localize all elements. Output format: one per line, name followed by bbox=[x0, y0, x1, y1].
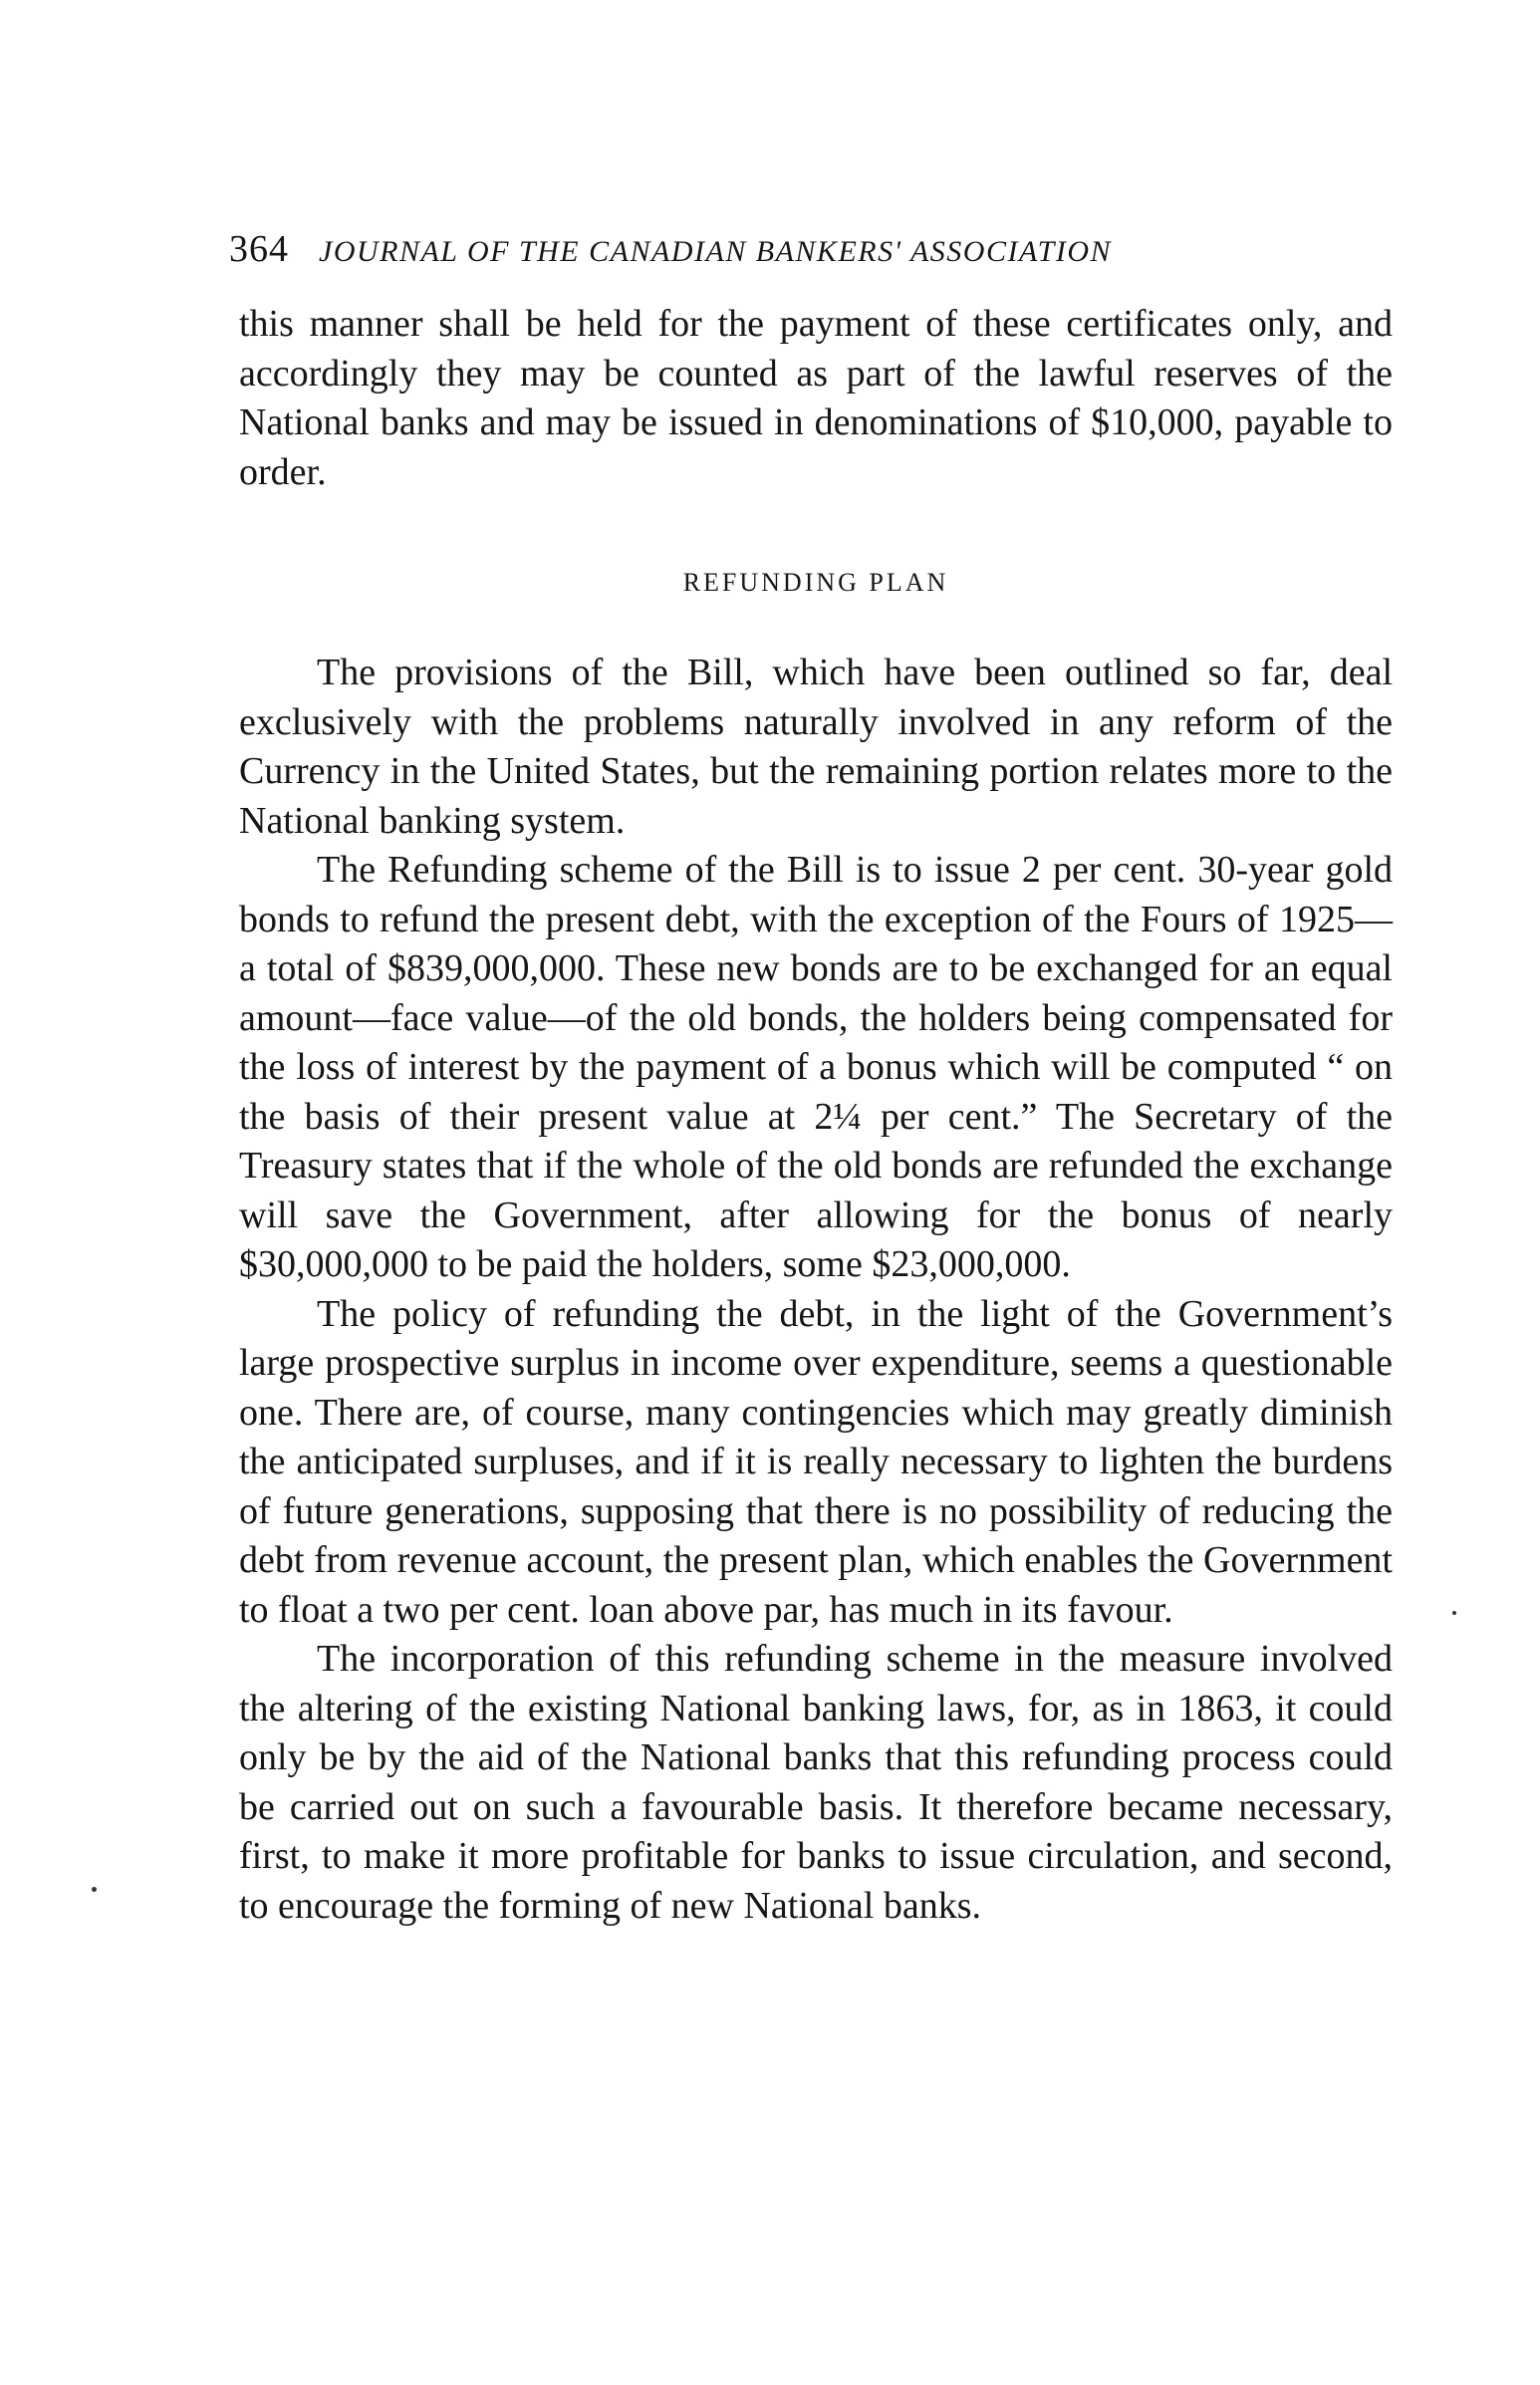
section-heading: REFUNDING PLAN bbox=[682, 568, 949, 597]
continued-paragraph: this manner shall be held for the payment of these certificates only, and accordingly they may be counted as part of the lawful reserves of the National banks and may be issued in denominations of $10,000, payable to order. bbox=[239, 303, 1393, 493]
continued-paragraph-block bbox=[239, 300, 1393, 497]
paragraph-refunding-scheme: The Refunding scheme of the Bill is to issue 2 per cent. 30-year gold bonds to refund the present debt, with the exception of the Fours of 1925—a total of $839,000,000. These new bonds are to be exchanged for an equal amount—face value—of the old bonds, the holders being compensated for the loss of interest by the payment of a bonus which will be computed “ on the basis of their present value at 2¼ per cent.” The Secretary of the Treasury states that if the whole of the old bonds are refunded the exchange will save the Government, after allowing for the bonus of nearly $30,000,000 to be paid the holders, some $23,000,000. bbox=[239, 849, 1393, 1285]
paragraph-provisions: The provisions of the Bill, which have been outlined so far, deal exclusively with the problems naturally involved in any reform of the Currency in the United States, but the remaining portion relates more to the National banking system. bbox=[239, 652, 1393, 842]
running-header bbox=[229, 227, 1325, 287]
paragraph-refunding-policy: The policy of refunding the debt, in the light of the Government’s large prospective surplus in income over expenditure, seems a questionable one. There are, of course, many contingencies which may greatly diminish the anticipated surpluses, and if it is really necessary to lighten the burdens of future generations, supposing that there is no possibility of reducing the debt from revenue account, the present plan, which enables the Government to float a two per cent. loan above par, has much in its favour. bbox=[239, 1292, 1393, 1631]
print-speck bbox=[1452, 1611, 1456, 1615]
body-text bbox=[239, 649, 1393, 1931]
running-title: JOURNAL OF THE CANADIAN BANKERS' ASSOCIATION bbox=[319, 235, 1113, 268]
page-number: 364 bbox=[229, 228, 289, 270]
paragraph-incorporation: The incorporation of this refunding scheme in the measure involved the altering of the existing National banking laws, for, as in 1863, it could only be by the aid of the National banks that this refunding process could be carried out on such a favourable basis. It therefore became necessary, first, to make it more profitable for banks to issue circulation, and second, to encourage the forming of new National banks. bbox=[239, 1638, 1393, 1927]
print-speck bbox=[92, 1887, 97, 1892]
